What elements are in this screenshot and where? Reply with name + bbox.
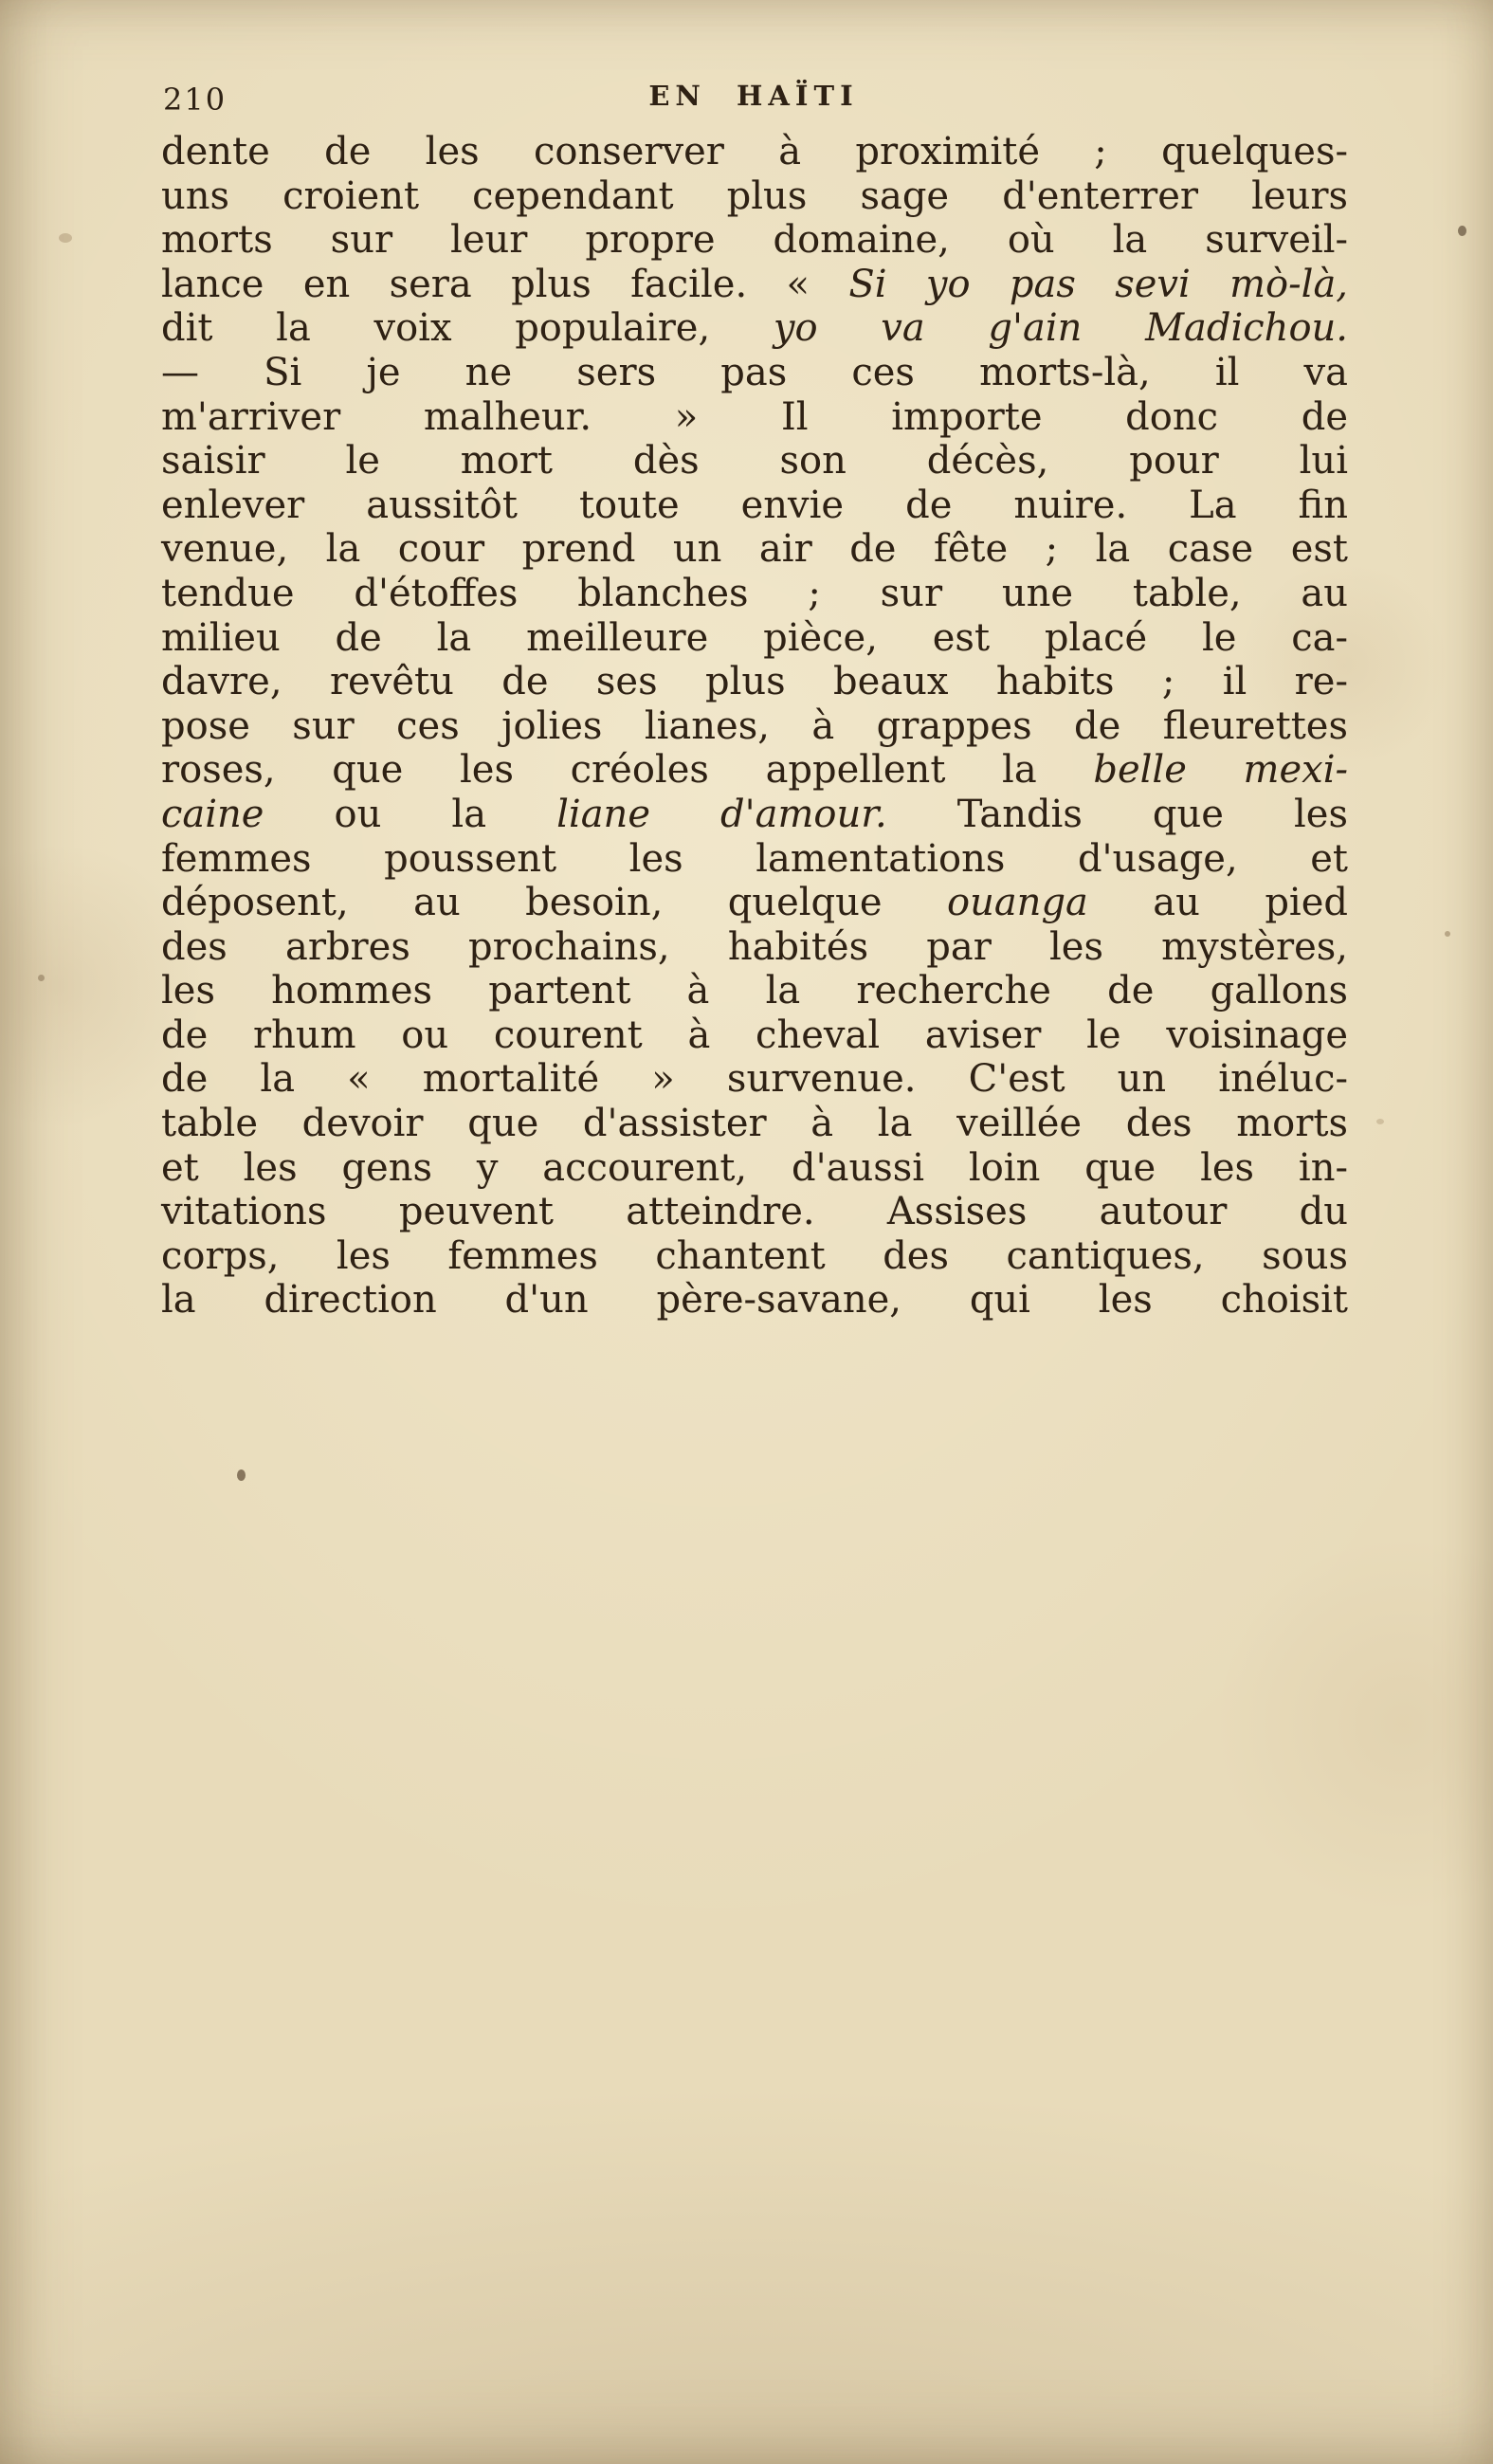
text-line xyxy=(161,572,1348,616)
text-line xyxy=(161,484,1348,528)
text-line xyxy=(161,748,1348,793)
text-line xyxy=(161,351,1348,395)
body-text: morts sur leur propre domaine, où la surveil- xyxy=(161,218,1348,263)
body-text: déposent, au besoin, quelque xyxy=(161,881,947,925)
italic-text: belle mexi- xyxy=(1093,748,1349,793)
body-text: roses, que les créoles appellent la xyxy=(161,748,1094,793)
body-text: au pied xyxy=(1087,881,1348,925)
text-line xyxy=(161,881,1348,925)
body-text: pose sur ces jolies lianes, à grappes de fleurettes xyxy=(161,703,1348,748)
text-line xyxy=(161,1102,1348,1146)
paper-blemish xyxy=(1376,1119,1384,1124)
text-line xyxy=(161,306,1348,351)
text-line xyxy=(161,660,1348,704)
text-line xyxy=(161,263,1348,307)
running-title: EN HAÏTI xyxy=(648,80,859,112)
body-text: venue, la cour prend un air de fête ; la case est xyxy=(161,527,1348,572)
body-text: et les gens y accourent, d'aussi loin que les in- xyxy=(161,1145,1348,1190)
text-line xyxy=(161,1190,1348,1234)
body-text: des arbres prochains, habités par les mystères, xyxy=(161,924,1348,969)
body-text: uns croient cependant plus sage d'enterrer leurs xyxy=(161,173,1348,218)
body-text: de la « mortalité » survenue. C'est un inéluc- xyxy=(161,1057,1348,1102)
italic-text: yo va g'ain Madichou. xyxy=(773,306,1349,351)
body-text: table devoir que d'assister à la veillée des morts xyxy=(161,1102,1348,1146)
text-line xyxy=(161,395,1348,440)
body-text: ou la xyxy=(264,792,557,836)
text-line xyxy=(161,793,1348,837)
ink-speck xyxy=(237,1469,246,1481)
body-text: corps, les femmes chantent des cantiques, sous xyxy=(161,1233,1348,1278)
body-text: vitations peuvent atteindre. Assises autour du xyxy=(161,1190,1348,1234)
italic-text: ouanga xyxy=(946,881,1088,925)
text-line xyxy=(161,969,1348,1013)
paper-blemish xyxy=(38,975,45,981)
text-line xyxy=(161,130,1348,174)
text-block xyxy=(161,130,1348,1323)
text-line xyxy=(161,1234,1348,1279)
paper-blemish xyxy=(59,233,72,243)
text-line xyxy=(161,439,1348,484)
page-number: 210 xyxy=(163,82,228,118)
text-line xyxy=(161,616,1348,661)
text-line xyxy=(161,925,1348,970)
text-line xyxy=(161,837,1348,882)
body-text: dit la voix populaire, xyxy=(161,306,774,351)
page-header xyxy=(161,80,1346,121)
paper-blemish xyxy=(1445,931,1450,937)
text-line xyxy=(161,1013,1348,1058)
body-text: la direction d'un père-savane, qui les choisit xyxy=(161,1278,1348,1323)
body-text: les hommes partent à la recherche de gallons xyxy=(161,969,1348,1013)
italic-text: caine xyxy=(161,792,264,836)
text-line xyxy=(161,174,1348,219)
body-text: Tandis que les xyxy=(886,792,1349,836)
body-text: milieu de la meilleure pièce, est placé le ca- xyxy=(161,615,1348,660)
text-line xyxy=(161,1057,1348,1102)
ink-speck xyxy=(1458,226,1466,236)
text-line xyxy=(161,704,1348,749)
body-text: m'arriver malheur. » Il importe donc de xyxy=(161,394,1348,439)
body-text: dente de les conserver à proximité ; quelques- xyxy=(161,130,1348,173)
body-text: saisir le mort dès son décès, pour lui xyxy=(161,439,1348,484)
body-text: de rhum ou courent à cheval aviser le voisinage xyxy=(161,1013,1348,1057)
italic-text: Si yo pas sevi mò-là, xyxy=(848,262,1348,306)
text-line xyxy=(161,527,1348,572)
body-text: tendue d'étoffes blanches ; sur une table, au xyxy=(161,571,1348,615)
text-line xyxy=(161,1278,1348,1323)
text-line xyxy=(161,218,1348,263)
body-text: femmes poussent les lamentations d'usage, et xyxy=(161,836,1348,881)
body-text: — Si je ne sers pas ces morts-là, il va xyxy=(161,350,1348,394)
body-text: enlever aussitôt toute envie de nuire. La fin xyxy=(161,483,1348,527)
body-text: davre, revêtu de ses plus beaux habits ; il re- xyxy=(161,660,1348,704)
text-line xyxy=(161,1146,1348,1191)
italic-text: liane d'amour. xyxy=(556,792,887,836)
body-text: lance en sera plus facile. « xyxy=(161,262,849,306)
